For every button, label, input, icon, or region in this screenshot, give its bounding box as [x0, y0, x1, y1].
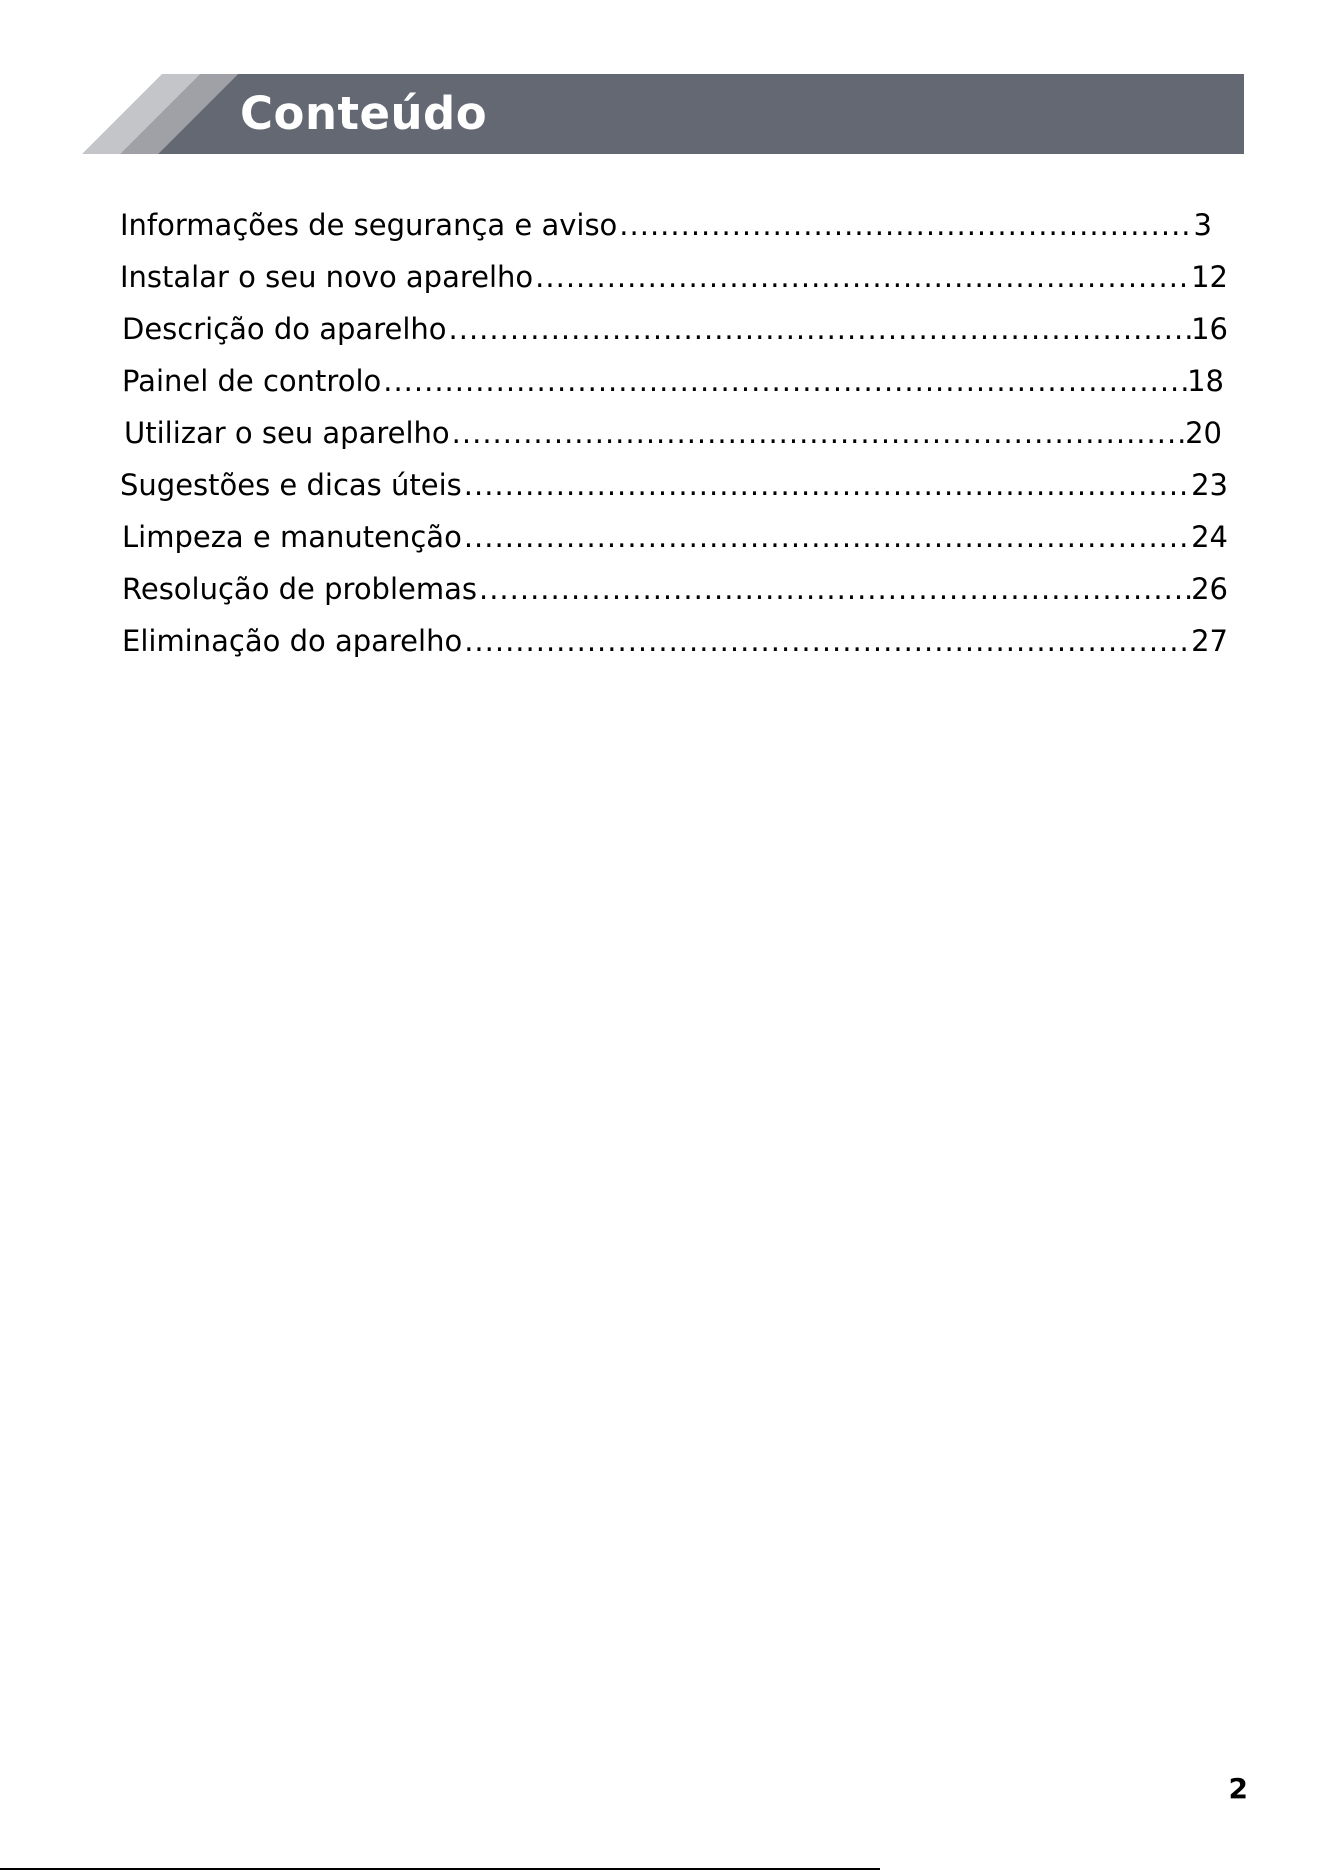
- toc-entry[interactable]: [122, 308, 1228, 350]
- toc-entry[interactable]: [124, 412, 1222, 454]
- section-header: [82, 74, 1244, 154]
- toc-entry-page: 3: [1193, 208, 1212, 242]
- toc-entry-title: Resolução de problemas: [122, 572, 477, 606]
- toc-entry-page: 26: [1191, 572, 1228, 606]
- toc-entry[interactable]: [122, 516, 1228, 558]
- toc-entry[interactable]: [120, 256, 1228, 298]
- toc-entry-title: Sugestões e dicas úteis: [120, 468, 462, 502]
- toc-entry[interactable]: [122, 568, 1228, 610]
- toc-dot-leader: [447, 308, 1192, 350]
- toc-entry-title: Descrição do aparelho: [122, 312, 447, 346]
- toc-entry[interactable]: [122, 360, 1224, 402]
- toc-entry[interactable]: [122, 620, 1228, 662]
- toc-entry-page: 20: [1185, 416, 1222, 450]
- page-number: 2: [1228, 1772, 1248, 1805]
- toc-entry-page: 16: [1191, 312, 1228, 346]
- toc-entry[interactable]: [120, 464, 1228, 506]
- toc-entry-page: 27: [1191, 624, 1228, 658]
- toc-entry-title: Limpeza e manutenção: [122, 520, 462, 554]
- toc-entry-page: 18: [1187, 364, 1224, 398]
- toc-entry[interactable]: [120, 204, 1212, 246]
- page-title: Conteúdo: [240, 87, 488, 140]
- toc-entry-page: 24: [1191, 520, 1228, 554]
- toc-entry-page: 12: [1191, 260, 1228, 294]
- toc-dot-leader: [462, 620, 1191, 662]
- toc-dot-leader: [462, 516, 1191, 558]
- toc-entry-title: Eliminação do aparelho: [122, 624, 463, 658]
- toc-entry-title: Instalar o seu novo aparelho: [120, 260, 534, 294]
- toc-dot-leader: [477, 568, 1191, 610]
- toc-entry-title: Utilizar o seu aparelho: [124, 416, 450, 450]
- toc-dot-leader: [617, 204, 1193, 246]
- toc-entry-page: 23: [1191, 468, 1228, 502]
- toc-entry-title: Painel de controlo: [122, 364, 382, 398]
- toc-dot-leader: [533, 256, 1191, 298]
- toc-dot-leader: [450, 412, 1185, 454]
- toc-entry-title: Informações de segurança e aviso: [120, 208, 618, 242]
- toc-dot-leader: [381, 360, 1187, 402]
- bottom-divider: [0, 1868, 880, 1870]
- toc-dot-leader: [462, 464, 1191, 506]
